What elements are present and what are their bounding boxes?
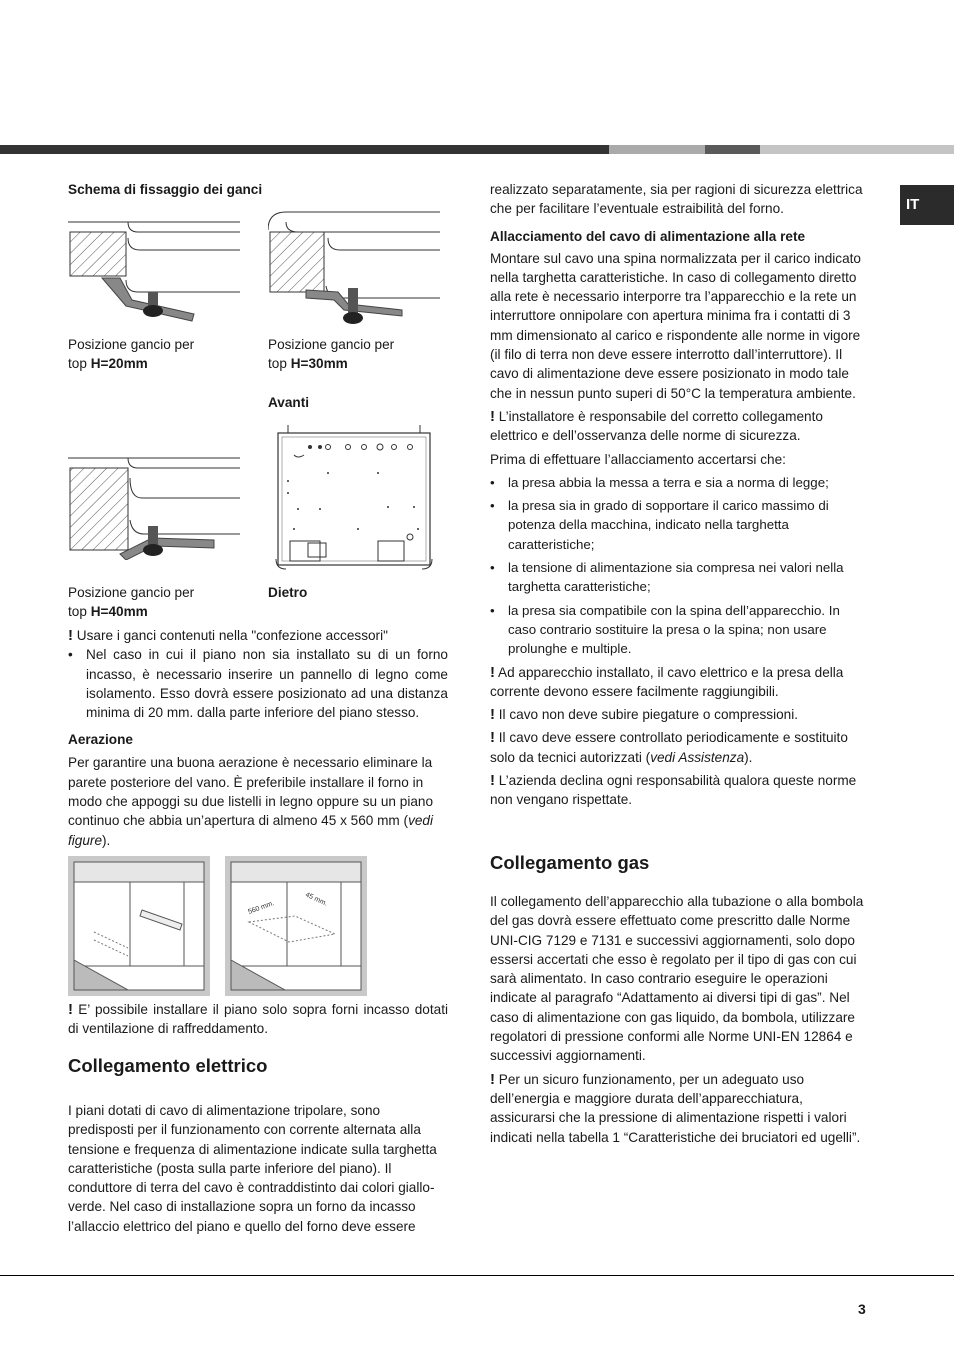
caption-h30-value: H=30mm bbox=[290, 356, 348, 371]
dimension-560: 560 mm. bbox=[247, 899, 276, 916]
hook-diagram-h30 bbox=[268, 210, 442, 325]
note-controllo-text-a: Il cavo deve essere controllato periodicamente e sostituito solo da tecnici autorizzati ( bbox=[490, 730, 848, 765]
aerazione-title: Aerazione bbox=[68, 732, 133, 748]
warning-mark: ! bbox=[490, 1070, 495, 1088]
ventilation-diagram-2 bbox=[225, 856, 367, 996]
header-bar-segment-mid bbox=[705, 145, 760, 154]
caption-h40-line1: Posizione gancio per bbox=[68, 585, 195, 600]
note-controllo-italic: vedi Assistenza bbox=[650, 749, 745, 765]
footer-divider bbox=[0, 1275, 954, 1276]
warning-mark: ! bbox=[490, 663, 495, 681]
aerazione-text-italic: vedi figure bbox=[68, 813, 433, 848]
note-piegature bbox=[490, 705, 868, 724]
caption-h20-value: H=20mm bbox=[90, 356, 148, 371]
checklist bbox=[490, 473, 868, 659]
warning-mark: ! bbox=[68, 1001, 73, 1018]
warning-mark: ! bbox=[490, 706, 495, 724]
note-installatore bbox=[490, 407, 868, 446]
note-installatore-text: L’installatore è responsabile del corretto collegamento elettrico e dell’osservanza delle norme di sicurezza. bbox=[490, 408, 823, 444]
language-tab: IT bbox=[900, 185, 954, 225]
note-controllo bbox=[490, 728, 868, 767]
caption-h30 bbox=[268, 335, 394, 373]
allacciamento-text: Montare sul cavo una spina normalizzata per il carico indicato nella targhetta caratteristiche. In caso di collegamento diretto alla rete è necessario interporre tra l’apparecchio e la rete un interruttore onnipolare con apertura minima fra i contatti di 3 mm dimensionato al carico e rispondente alle norme in vigore (il filo di terra non deve essere interrotto dall’interruttore). Il cavo di alimentazione deve essere posizionato in modo tale che in nessun punto superi di 50°C la temperatura ambiente. bbox=[490, 250, 861, 401]
header-bar-segment-light bbox=[609, 145, 705, 154]
left-bullet-list bbox=[68, 645, 448, 722]
elettrico-title: Collegamento elettrico bbox=[68, 1055, 268, 1076]
separazione-text: realizzato separatamente, sia per ragioni di sicurezza elettrica che per facilitare l’eventuale estraibilità del forno. bbox=[490, 182, 863, 217]
note-forni-text: E’ possibile installare il piano solo sopra forni incasso dotati di ventilazione di raffreddamento. bbox=[68, 1002, 448, 1037]
header-color-bar bbox=[0, 145, 954, 154]
page-number: 3 bbox=[858, 1301, 866, 1317]
note-ganci bbox=[68, 626, 448, 645]
elettrico-section bbox=[68, 1055, 448, 1236]
aerazione-text bbox=[68, 753, 448, 849]
list-item: • la presa abbia la messa a terra e sia a norma di legge; bbox=[490, 473, 868, 492]
note-piegature-text: Il cavo non deve subire piegature o compressioni. bbox=[495, 707, 799, 723]
note-ganci-text: Usare i ganci contenuti nella "confezione accessori" bbox=[73, 628, 388, 643]
header-bar-segment-dark bbox=[0, 145, 609, 154]
allacciamento-title: Allacciamento del cavo di alimentazione alla rete bbox=[490, 228, 806, 244]
aerazione-text-b: ). bbox=[102, 832, 111, 848]
note-raggiungibili-text: Ad apparecchio installato, il cavo elettrico e la presa della corrente devono essere facilmente raggiungibili. bbox=[490, 664, 844, 699]
label-avanti: Avanti bbox=[268, 395, 310, 410]
note-raggiungibili bbox=[490, 663, 868, 702]
caption-h40-prefix: top bbox=[68, 604, 91, 619]
warning-mark: ! bbox=[68, 627, 73, 644]
note-pressione-text: Per un sicuro funzionamento, per un adeguato uso dell’energia e maggiore durata dell’apparecchiatura, assicurarsi che la pressione di alimentazione rispetti i valori indicati nella tabella 1 “Caratteristiche dei bruciatori ed ugelli”. bbox=[490, 1071, 861, 1145]
warning-mark: ! bbox=[490, 729, 495, 747]
hook-diagram-h40 bbox=[68, 450, 242, 560]
note-controllo-text-b: ). bbox=[744, 749, 753, 765]
note-responsabilita bbox=[490, 771, 868, 810]
elettrico-text: I piani dotati di cavo di alimentazione tripolare, sono predisposti per il funzionamento con corrente alternata alla tensione e frequenza di alimentazione indicate sulla targhetta caratteristiche (posta sulla parte inferiore del piano). Il conduttore di terra del cavo è contraddistinto dai colori giallo-verde. Nel caso di installazione sopra un forno da incasso l’allaccio elettrico del piano e quello del forno deve essere bbox=[68, 1103, 437, 1234]
caption-h20 bbox=[68, 335, 194, 373]
caption-h30-prefix: top bbox=[268, 356, 291, 371]
dimension-45: 45 mm. bbox=[304, 891, 329, 908]
gas-section bbox=[490, 852, 868, 1147]
hook-diagram-h20 bbox=[68, 210, 242, 325]
gas-title: Collegamento gas bbox=[490, 852, 650, 873]
prima-text: Prima di effettuare l’allacciamento accertarsi che: bbox=[490, 451, 786, 467]
list-item-pannello: • Nel caso in cui il piano non sia installato su di un forno incasso, è necessario inserire un pannello di legno come isolamento. Esso dovrà essere posizionato ad una distanza minima di 20 mm. dalla parte inferiore del piano stesso. bbox=[68, 645, 448, 722]
header-bar-segment-pale bbox=[760, 145, 954, 154]
left-note-forni bbox=[68, 1000, 448, 1039]
ventilation-diagram-1 bbox=[68, 856, 210, 996]
right-column bbox=[490, 180, 868, 810]
note-forni bbox=[68, 1000, 448, 1039]
warning-mark: ! bbox=[490, 772, 495, 790]
hooks-section-title bbox=[68, 180, 448, 199]
caption-h40 bbox=[68, 583, 194, 621]
list-item: • la presa sia in grado di sopportare il carico massimo di potenza della macchina, indicato nella targhetta caratteristiche; bbox=[490, 496, 868, 554]
list-item: • la tensione di alimentazione sia compresa nei valori nella targhetta caratteristiche; bbox=[490, 558, 868, 597]
warning-mark: ! bbox=[490, 407, 495, 425]
left-notes-block bbox=[68, 626, 448, 850]
label-dietro: Dietro bbox=[268, 585, 308, 600]
hob-bottom-view-diagram bbox=[268, 425, 440, 575]
caption-h20-line1: Posizione gancio per bbox=[68, 337, 195, 352]
caption-h40-value: H=40mm bbox=[90, 604, 148, 619]
aerazione-text-a: Per garantire una buona aerazione è necessario eliminare la parete posteriore del vano. È preferibile installare il forno in modo che appoggi su due listelli in legno oppure su un piano continuo che abbia un’apertura di almeno 45 x 560 mm ( bbox=[68, 755, 434, 829]
gas-text: Il collegamento dell’apparecchio alla tubazione o alla bombola del gas dovrà essere effettuato come prescritto dalle Norme UNI-CIG 7129 e 7131 e successivi aggiornamenti, solo dopo essersi accertati che esso è regolato per il tipo di gas con cui sarà alimentato. In caso contrario eseguire le operazioni indicate al paragrafo “Adattamento ai diversi tipi di gas”. Nel caso di alimentazione con gas liquido, da bombola, utilizzare regolatori di pressione conformi alle Norme UNI-EN 12864 e successivi aggiornamenti. bbox=[490, 894, 864, 1064]
note-responsabilita-text: L’azienda declina ogni responsabilità qualora queste norme non vengano rispettate. bbox=[490, 773, 857, 808]
caption-h30-line1: Posizione gancio per bbox=[268, 337, 395, 352]
hooks-title: Schema di fissaggio dei ganci bbox=[68, 182, 263, 197]
list-item: • la presa sia compatibile con la spina dell’apparecchio. In caso contrario sostituire la presa o la spina; non usare prolunghe e multiple. bbox=[490, 601, 868, 659]
caption-h20-prefix: top bbox=[68, 356, 91, 371]
note-pressione bbox=[490, 1070, 868, 1147]
